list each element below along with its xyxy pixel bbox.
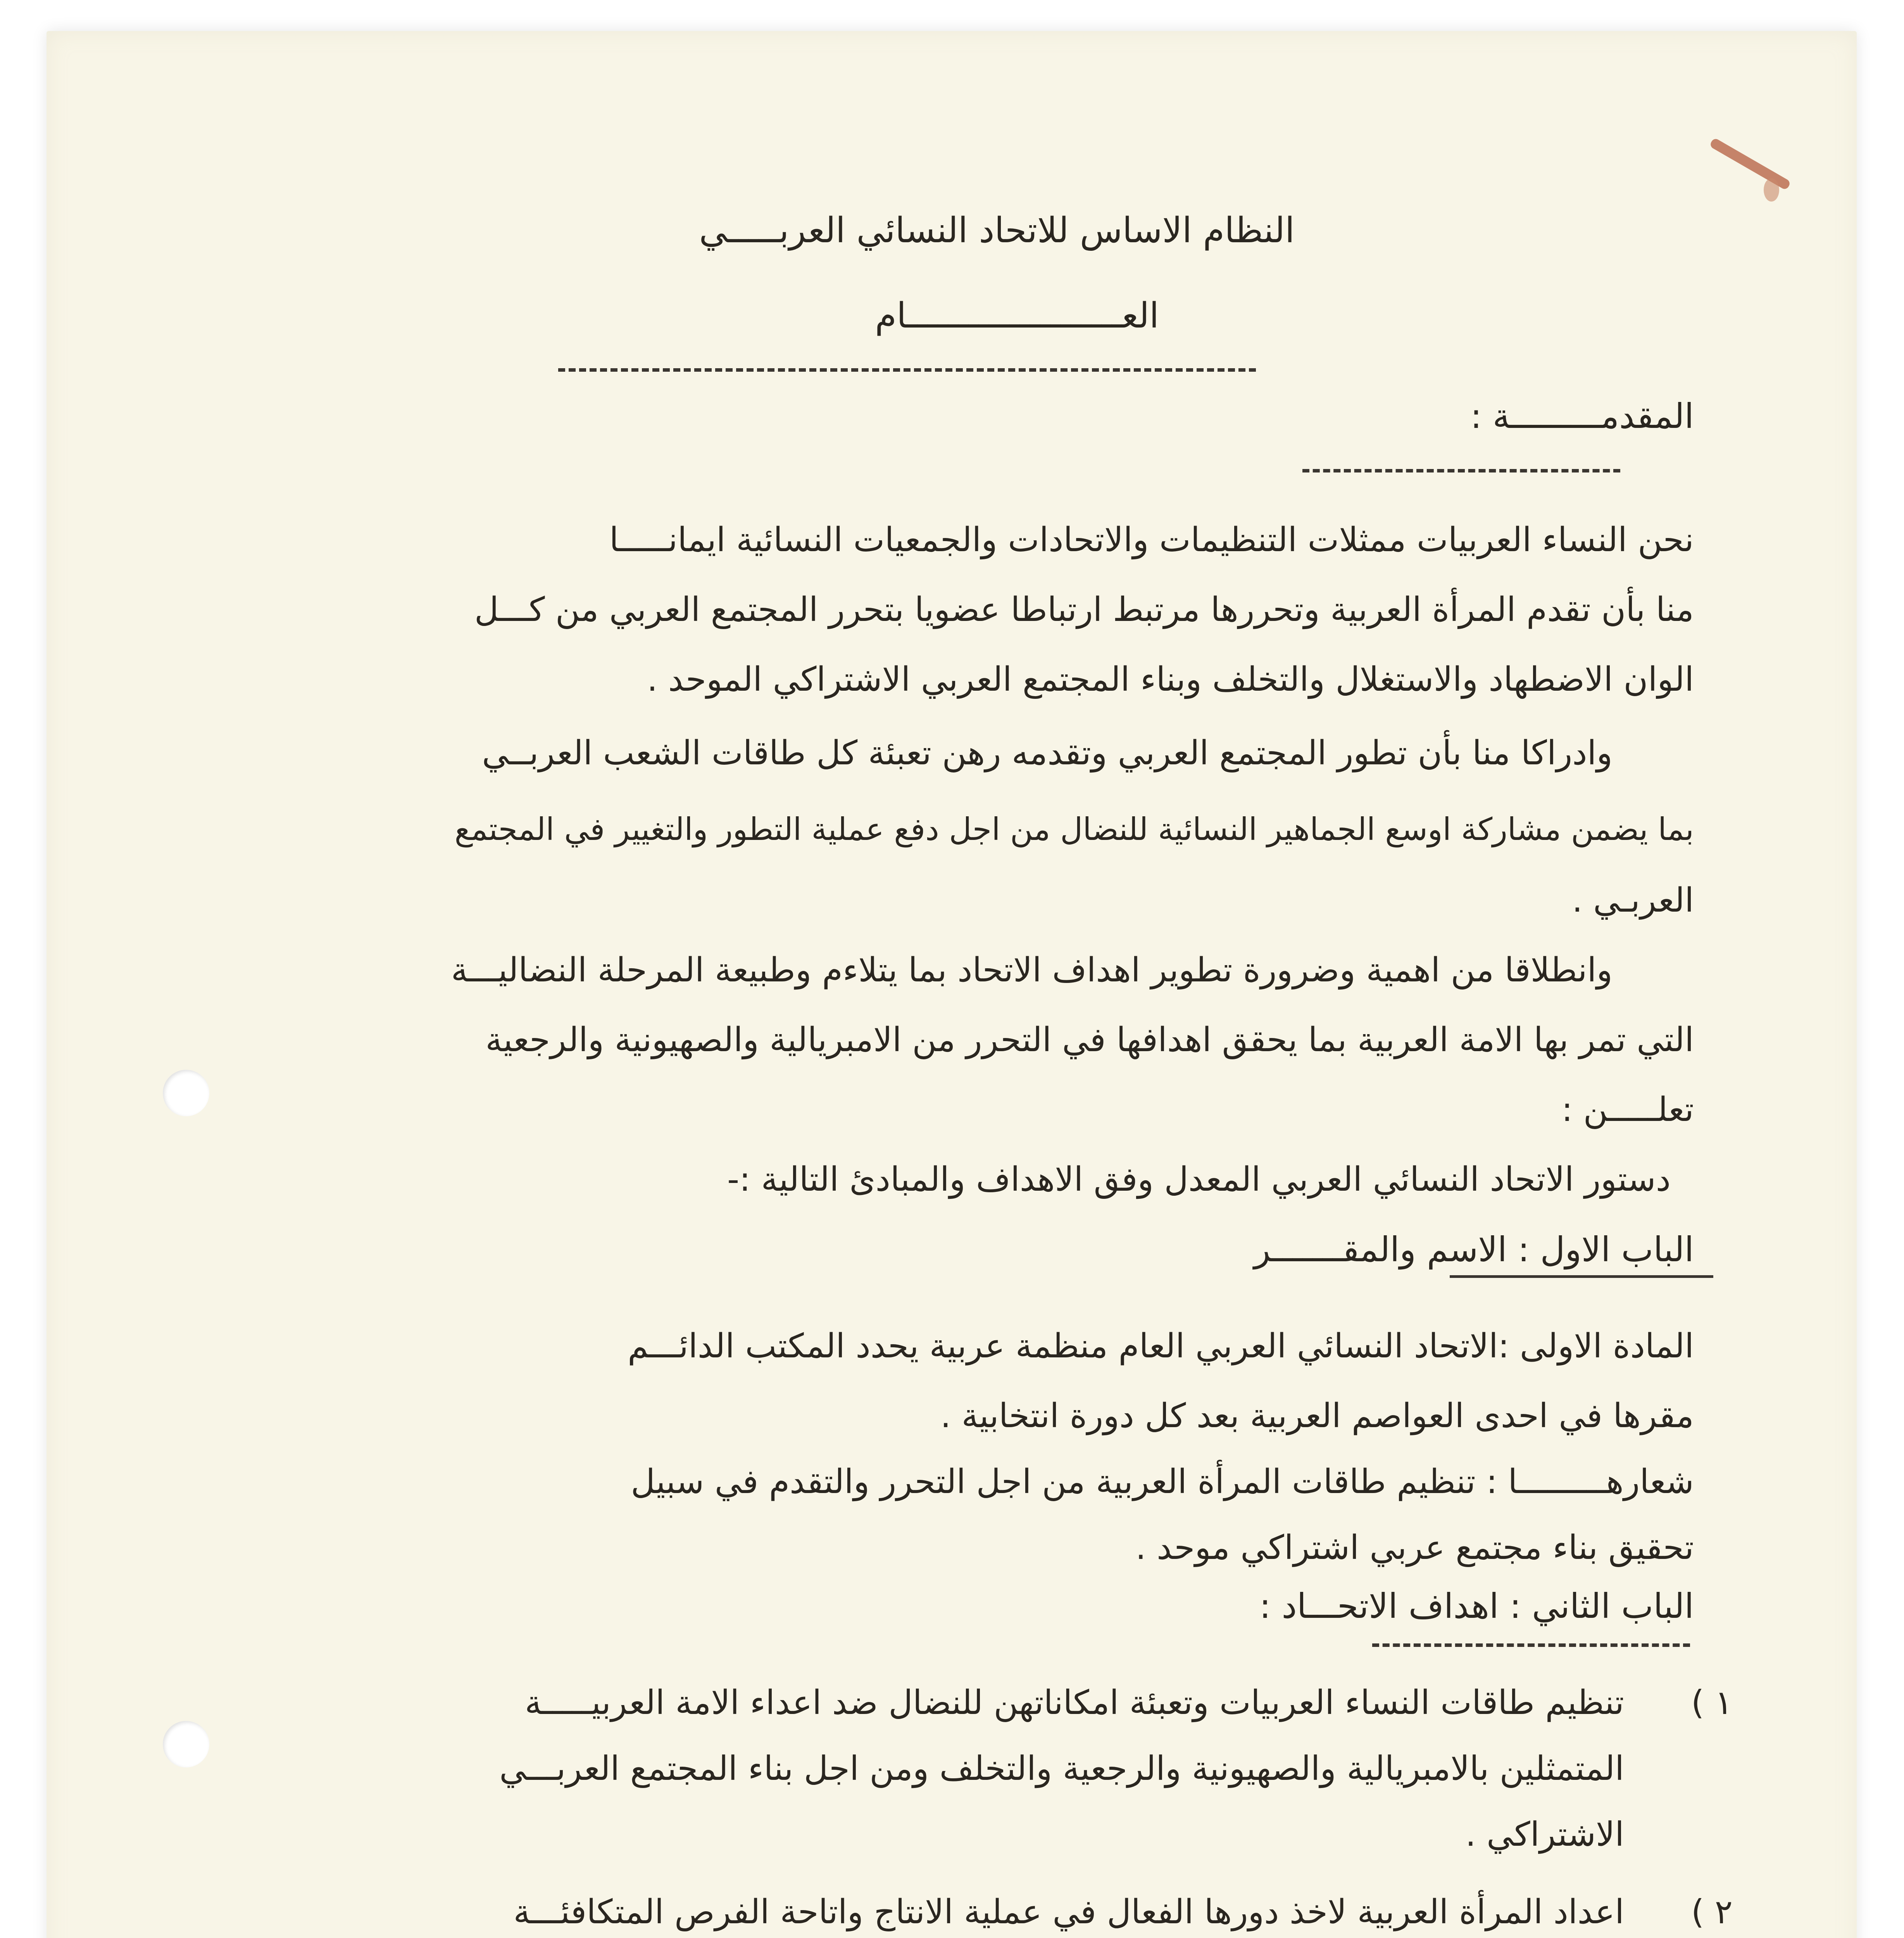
preamble-p3-line1: وانطلاقا من اهمية وضرورة تطوير اهداف الاتحاد بما يتلاءم وطبيعة المرحلة النضاليـــة: [451, 951, 1613, 990]
title-underline: [558, 368, 1256, 372]
preamble-p1-line2: منا بأن تقدم المرأة العربية وتحررها مرتبط ارتباطا عضويا بتحرر المجتمع العربي من كـــل: [474, 590, 1694, 629]
preamble-heading: المقدمـــــــــة :: [1470, 396, 1694, 436]
article1-line4: تحقيق بناء مجتمع عربي اشتراكي موحد .: [1135, 1528, 1694, 1567]
article1-line3: شعارهـــــــــا : تنظيم طاقات المرأة العربية من اجل التحرر والتقدم في سبيل: [631, 1462, 1694, 1501]
preamble-p3-line2: التي تمر بها الامة العربية بما يحقق اهدافها في التحرر من الامبريالية والصهيونية والرجعية: [485, 1021, 1694, 1059]
preamble-p3-line3: تعلـــــن :: [1561, 1090, 1694, 1129]
goal1-line1: تنظيم طاقات النساء العربيات وتعبئة امكاناتهن للنضال ضد اعداء الامة العربيـــــة: [524, 1683, 1624, 1722]
chapter2-heading: الباب الثاني : اهداف الاتحـــاد :: [1259, 1586, 1694, 1626]
goal2-line1: اعداد المرأة العربية لاخذ دورها الفعال في عملية الانتاج واتاحة الفرص المتكافئـــة: [513, 1893, 1624, 1931]
preamble-p2-line2: بما يضمن مشاركة اوسع الجماهير النسائية للنضال من اجل دفع عملية التطور والتغيير في المجتمع: [454, 811, 1694, 847]
preamble-p2-line3: العربـي .: [1572, 881, 1694, 920]
punch-hole: [163, 1070, 209, 1116]
punch-hole: [163, 1721, 209, 1767]
goal1-line2: المتمثلين بالامبريالية والصهيونية والرجعية والتخلف ومن اجل بناء المجتمع العربـــي: [499, 1749, 1624, 1788]
document-title-line1: النظام الاساس للاتحاد النسائي العربـــــي: [699, 210, 1295, 251]
document-title-line2: العـــــــــــــــــــــام: [875, 295, 1159, 336]
preamble-heading-underline: [1302, 469, 1620, 472]
staple-mark: [1709, 137, 1791, 191]
goal-number: ٢ ): [1691, 1893, 1733, 1931]
chapter2-heading-underline: [1372, 1643, 1690, 1647]
preamble-p2-line1: وادراكا منا بأن تطور المجتمع العربي وتقدمه رهن تعبئة كل طاقات الشعب العربــي: [482, 734, 1613, 772]
article1-line2: مقرها في احدى العواصم العربية بعد كل دورة انتخابية .: [940, 1397, 1694, 1435]
document-page: [47, 31, 1857, 1938]
preamble-p4: دستور الاتحاد النسائي العربي المعدل وفق الاهداف والمبادئ التالية :-: [727, 1160, 1671, 1199]
preamble-p1-line1: نحن النساء العربيات ممثلات التنظيمات والاتحادات والجمعيات النسائية ايمانـــــا: [609, 521, 1694, 559]
goal1-line3: الاشتراكي .: [1465, 1815, 1624, 1854]
goal-number: ١ ): [1691, 1683, 1733, 1722]
article1-line1: المادة الاولى :الاتحاد النسائي العربي العام منظمة عربية يحدد المكتب الدائـــم: [628, 1327, 1694, 1366]
preamble-p1-line3: الوان الاضطهاد والاستغلال والتخلف وبناء المجتمع العربي الاشتراكي الموحد .: [647, 660, 1694, 699]
chapter1-heading: الباب الاول : الاسم والمقـــــــر: [1254, 1229, 1694, 1269]
rust-stain: [1764, 178, 1779, 202]
chapter1-heading-underline: [1450, 1275, 1713, 1278]
